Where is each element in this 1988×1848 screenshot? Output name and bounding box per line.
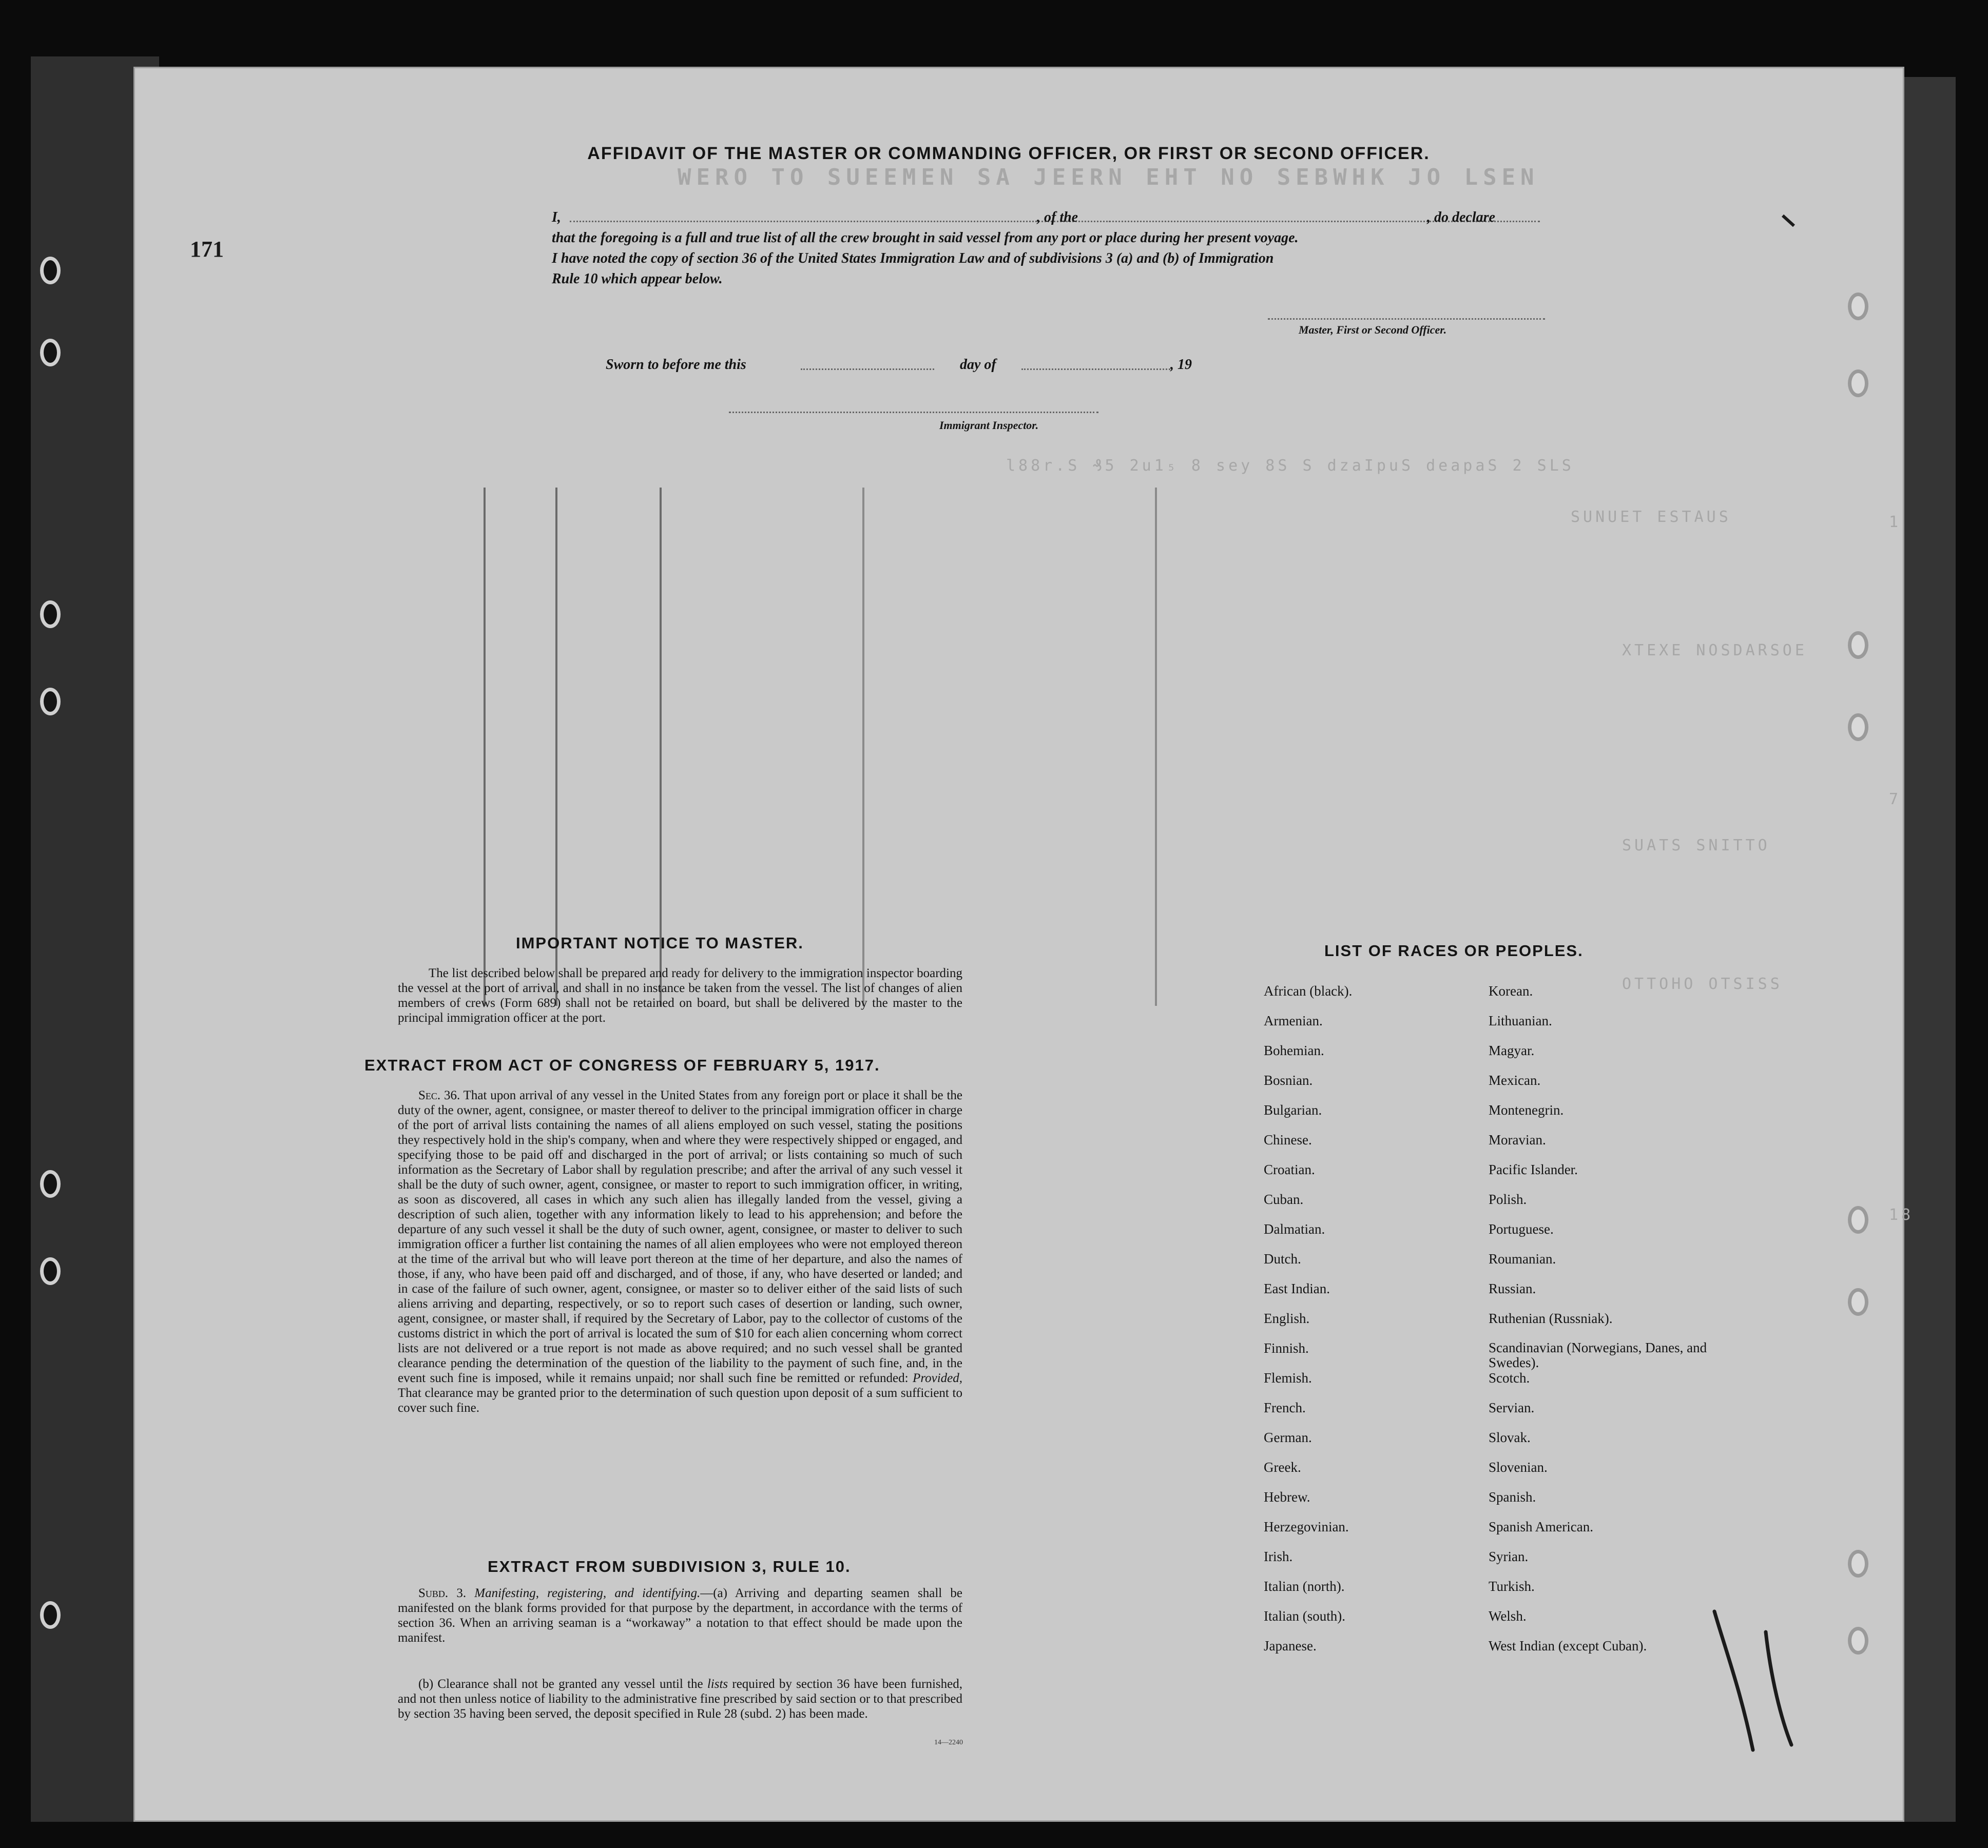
race-item: Mexican.: [1489, 1073, 1541, 1088]
race-item: Korean.: [1489, 983, 1533, 999]
inspector-caption: Immigrant Inspector.: [939, 419, 1039, 432]
binder-hole: [40, 1170, 61, 1198]
race-item: Portuguese.: [1489, 1221, 1554, 1237]
bleed-through-text: l88r.S ₰5 2u1₅ 8 sey 8S S dzaIpuS deapaS 2 SLS: [1006, 457, 1574, 475]
bleed-through-text: OTTOHO OTSISS: [1622, 975, 1783, 993]
binder-hole: [1848, 631, 1868, 659]
act-section-label: Sec. 36.: [418, 1088, 460, 1102]
race-item: Dutch.: [1264, 1251, 1301, 1267]
race-item: Magyar.: [1489, 1043, 1535, 1058]
race-item: Turkish.: [1489, 1579, 1535, 1594]
month-blank: [1021, 368, 1170, 370]
race-item: Bulgarian.: [1264, 1102, 1322, 1118]
master-caption: Master, First or Second Officer.: [1299, 323, 1447, 336]
binder-hole: [40, 688, 61, 715]
act-title: EXTRACT FROM ACT OF CONGRESS OF FEBRUARY 5, 1917.: [364, 1056, 880, 1074]
races-title: LIST OF RACES OR PEOPLES.: [1324, 942, 1584, 960]
race-item: Chinese.: [1264, 1132, 1312, 1147]
binder-hole: [40, 1257, 61, 1285]
inspector-blank: [729, 412, 1098, 413]
form-number: 14—2240: [934, 1739, 963, 1746]
subd-para-b-lists: lists: [707, 1677, 728, 1691]
race-item: Spanish American.: [1489, 1519, 1593, 1534]
manifest-sheet: [133, 67, 1914, 1822]
races-left-column: [1264, 983, 1352, 1668]
day-blank: [801, 368, 934, 370]
subd-para-b-post: required by section 36 have been furnished, and not then unless notice of liability to the administrative fine prescribed by said section or to that prescribed by section 35 having been served, the deposit specified in Rule 28 (subd. 2) has been made.: [398, 1677, 962, 1721]
bleed-through-row-numbers: 7: [1889, 790, 1902, 808]
bleed-through-heading: WERO TO SUEEMEN SA JEERN EHT NO SEBWHK JO LSEN: [678, 164, 1539, 190]
subd-para-b-pre: Clearance shall not be granted any vessel until the: [437, 1677, 703, 1691]
race-item: Croatian.: [1264, 1162, 1315, 1177]
subdivision-title: EXTRACT FROM SUBDIVISION 3, RULE 10.: [488, 1558, 851, 1575]
binder-hole: [40, 600, 61, 628]
column-rule: [1155, 488, 1157, 1006]
race-item: Lithuanian.: [1489, 1013, 1552, 1028]
subdivision-para-b: [398, 1677, 962, 1721]
race-item: Armenian.: [1264, 1013, 1323, 1028]
bleed-through-row-numbers: 1: [1889, 513, 1902, 531]
race-item: Scandinavian (Norwegians, Danes, and Swedes).: [1489, 1340, 1707, 1370]
column-rule: [862, 488, 864, 1006]
bleed-through-text: SUNUET ESTAUS: [1571, 508, 1731, 526]
race-item: German.: [1264, 1430, 1312, 1445]
race-item: Montenegrin.: [1489, 1102, 1564, 1118]
bleed-through-text: XTEXE NOSDARSOE: [1622, 641, 1807, 659]
binder-hole: [40, 257, 61, 284]
race-item: Ruthenian (Russniak).: [1489, 1311, 1613, 1326]
act-body-end: That clearance may be granted prior to the determination of such question upon deposit of a sum sufficient to cover such fine.: [398, 1386, 962, 1415]
affidavit-do-declare: , do declare: [1427, 209, 1495, 225]
race-item: Slovak.: [1489, 1430, 1531, 1445]
subdivision-para-a: [398, 1586, 962, 1645]
affidavit-of-the: , of the: [1037, 209, 1078, 225]
race-item: Irish.: [1264, 1549, 1293, 1564]
race-item: West Indian (except Cuban).: [1489, 1638, 1647, 1654]
binder-hole: [1848, 1550, 1868, 1578]
handwritten-mark: [1704, 1601, 1797, 1765]
race-item: Herzegovinian.: [1264, 1519, 1349, 1534]
year-label: , 19: [1170, 357, 1192, 373]
bleed-through-row-numbers: 18: [1889, 1206, 1914, 1224]
column-rule: [484, 488, 486, 1006]
race-item: Italian (south).: [1264, 1608, 1345, 1624]
sworn-label: Sworn to before me this: [606, 357, 746, 373]
race-item: Pacific Islander.: [1489, 1162, 1578, 1177]
race-item: Scotch.: [1489, 1370, 1530, 1386]
binder-hole: [1848, 293, 1868, 320]
binder-hole: [1848, 713, 1868, 741]
stray-mark: [1779, 210, 1799, 231]
binder-hole: [1848, 369, 1868, 397]
subd-para-b-label: (b): [418, 1677, 434, 1691]
column-rule: [660, 488, 662, 1006]
affidavit-i-label: I,: [552, 209, 561, 225]
notice-title: IMPORTANT NOTICE TO MASTER.: [516, 934, 804, 952]
binder-hole: [1848, 1206, 1868, 1234]
race-item: Spanish.: [1489, 1489, 1536, 1505]
binder-hole: [1848, 1288, 1868, 1316]
race-item: English.: [1264, 1311, 1310, 1326]
race-item: Syrian.: [1489, 1549, 1529, 1564]
race-item: Welsh.: [1489, 1608, 1527, 1624]
race-item: Hebrew.: [1264, 1489, 1310, 1505]
race-item: Greek.: [1264, 1460, 1301, 1475]
affidavit-line-4: Rule 10 which appear below.: [552, 271, 723, 287]
affidavit-line-3: I have noted the copy of section 36 of the United States Immigration Law and of subdivisions 3 (a) and (b) of Immigration: [552, 250, 1274, 266]
bleed-through-text: SUATS SNITTO: [1622, 837, 1770, 854]
race-item: Roumanian.: [1489, 1251, 1556, 1267]
subd-heading: Manifesting, registering, and identifying.: [474, 1586, 701, 1600]
binder-hole: [40, 1601, 61, 1629]
race-item: Polish.: [1489, 1192, 1527, 1207]
signature-blank: [1268, 318, 1545, 320]
day-of-label: day of: [960, 357, 996, 373]
race-item: African (black).: [1264, 983, 1353, 999]
act-text: [398, 1088, 962, 1415]
column-rule: [555, 488, 557, 1006]
race-item: Italian (north).: [1264, 1579, 1345, 1594]
races-right-column: [1489, 983, 1709, 1668]
race-item: Bosnian.: [1264, 1073, 1313, 1088]
subd-para-a-text: —(a) Arriving and departing seamen shall be manifested on the blank forms provided for that purpose by the department, in accordance with the terms of section 36. When an arriving seaman is a “workaway” a notation to that effect should be made upon the manifest.: [398, 1586, 962, 1645]
race-item: Dalmatian.: [1264, 1221, 1325, 1237]
race-item: French.: [1264, 1400, 1306, 1415]
affidavit-title: AFFIDAVIT OF THE MASTER OR COMMANDING OFFICER, OR FIRST OR SECOND OFFICER.: [587, 144, 1430, 163]
race-item: Slovenian.: [1489, 1460, 1548, 1475]
race-item: Moravian.: [1489, 1132, 1546, 1147]
race-item: Japanese.: [1264, 1638, 1317, 1654]
race-item: East Indian.: [1264, 1281, 1330, 1296]
handwritten-page-mark: 171: [190, 237, 224, 262]
subd-label: Subd. 3.: [418, 1586, 467, 1600]
race-item: Cuban.: [1264, 1192, 1304, 1207]
act-body: That upon arrival of any vessel in the United States from any foreign port or place it shall be the duty of the owner, agent, consignee, or master thereof to deliver to the principal immigration officer in charge of the port of arrival lists containing the names of all aliens employed on such vessel, stating the positions they respectively hold in the ship's company, when and where they were respectively shipped or engaged, and specifying those to be paid off and discharged in the port of arrival; or lists containing so much of such information as the Secretary of Labor shall by regulation prescribe; and after the arrival of any such vessel it shall be the duty of such owner, agent, consignee, or master to report to such immigration officer, in writing, as soon as discovered, all cases in which any such alien has illegally landed from the vessel, giving a description of such alien, together with any information likely to lead to his apprehension; and before the departure of any such vessel it shall be the duty of such owner, agent, consignee, or master to deliver to such immigration officer a further list containing the names of all alien employees who were not employed thereon at the time of the arrival but who will leave port thereon at the time of her departure, and also the names of those, if any, who have been paid off and discharged, and of those, if any, who have deserted or landed; and in case of the failure of such owner, agent, consignee, or master so to deliver either of the said lists of such aliens arriving and departing, respectively, or so to report such cases of desertion or landing, such owner, agent, consignee, or master shall, if required by the Secretary of Labor, pay to the collector of customs of the customs district in which the port of arrival is located the sum of $10 for each alien concerning whom correct lists are not delivered or a true report is not made as above required; and no such vessel shall be granted clearance pending the determination of the question of the liability to the payment of such fine, and, in the event such fine is imposed, while it remains unpaid; nor shall such fine be remitted or refunded:: [398, 1088, 962, 1385]
act-provided: Provided,: [913, 1371, 963, 1385]
binder-hole: [1848, 1627, 1868, 1655]
binder-hole: [40, 339, 61, 366]
race-item: Flemish.: [1264, 1370, 1312, 1386]
affidavit-line-2: that the foregoing is a full and true list of all the crew brought in said vessel from any port or place during her present voyage.: [552, 230, 1299, 246]
race-item: Finnish.: [1264, 1340, 1309, 1356]
notice-text: The list described below shall be prepared and ready for delivery to the immigration inspector boarding the vessel at the port of arrival, and shall in no instance be taken from the vessel. The list of changes of alien members of crews (Form 689) shall not be retained on board, but shall be delivered by the master to the principal immigration officer at the port.: [398, 966, 962, 1025]
race-item: Servian.: [1489, 1400, 1535, 1415]
race-item: Russian.: [1489, 1281, 1536, 1296]
race-item: Bohemian.: [1264, 1043, 1324, 1058]
